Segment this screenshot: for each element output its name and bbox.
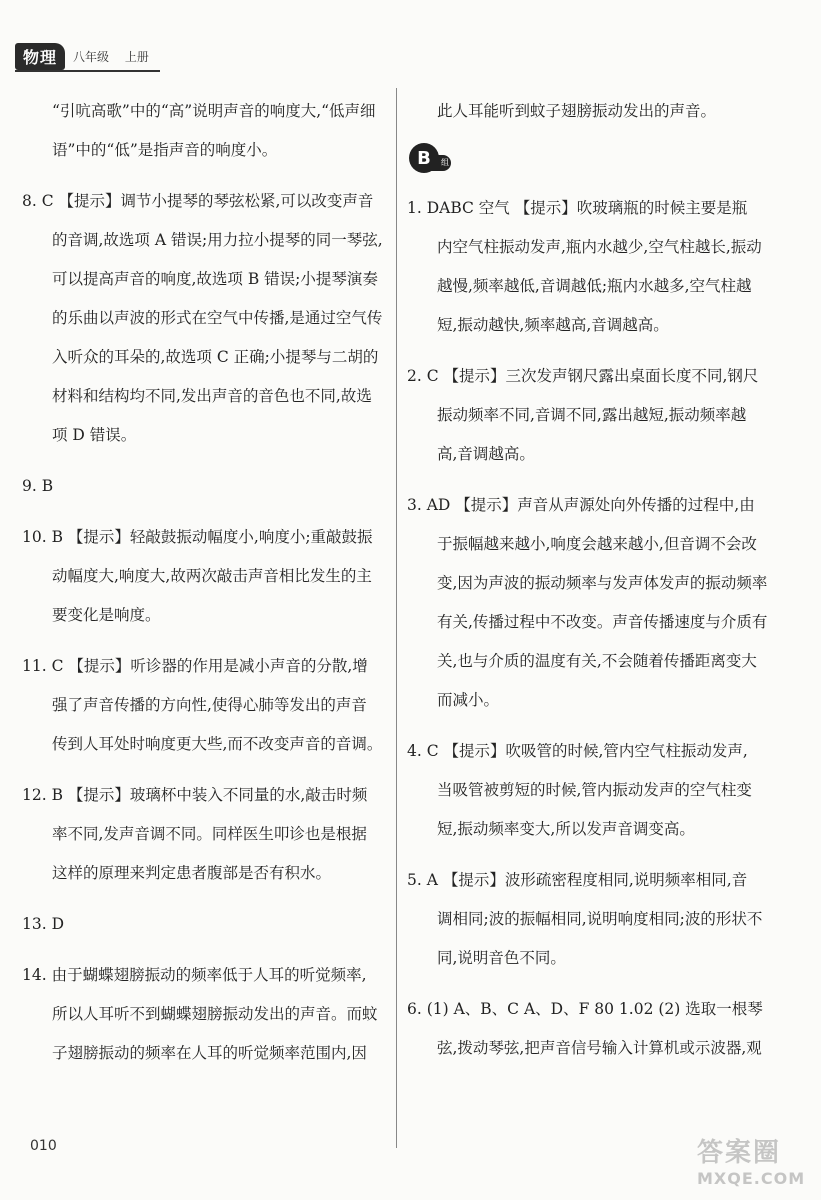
- answer-item: [22, 647, 387, 764]
- answer-line: 材料和结构均不同,发出声音的音色也不同,故选: [52, 387, 372, 405]
- answer-line: 13. D: [22, 915, 65, 933]
- answer-item: [22, 182, 387, 455]
- answer-line: 12. B 【提示】玻璃杯中装入不同量的水,敲击时频: [22, 786, 368, 804]
- group-suffix: 组: [431, 155, 451, 171]
- subject-label: 物理: [15, 43, 65, 70]
- answer-line: 可以提高声音的响度,故选项 B 错误;小提琴演奏: [52, 270, 378, 288]
- answer-item: [22, 905, 387, 944]
- answer-line: 越慢,频率越低,音调越低;瓶内水越多,空气柱越: [437, 277, 752, 295]
- left-column: [22, 92, 387, 1085]
- answer-line: 的音调,故选项 A 错误;用力拉小提琴的同一琴弦,: [52, 231, 383, 249]
- answer-item: [22, 467, 387, 506]
- answer-line: “引吭高歌”中的“高”说明声音的响度大,“低声细: [52, 102, 376, 120]
- answer-line: 传到人耳处时响度更大些,而不改变声音的音调。: [52, 735, 383, 753]
- answer-line: 此人耳能听到蚊子翅膀振动发出的声音。: [437, 102, 717, 120]
- answer-item: [407, 861, 782, 978]
- answer-line: 5. A 【提示】波形疏密程度相同,说明频率相同,音: [407, 871, 748, 889]
- answer-line: 调相同;波的振幅相同,说明响度相同;波的形状不: [437, 910, 763, 928]
- answer-item-continued: [407, 92, 782, 131]
- group-b-badge: [409, 143, 449, 175]
- answer-line: 14. 由于蝴蝶翅膀振动的频率低于人耳的听觉频率,: [22, 966, 367, 984]
- answer-line: 的乐曲以声波的形式在空气中传播,是通过空气传: [52, 309, 383, 327]
- answer-item: [407, 990, 782, 1068]
- answer-line: 高,音调越高。: [437, 445, 535, 463]
- answer-item: [22, 956, 387, 1073]
- answer-line: 项 D 错误。: [52, 426, 137, 444]
- answer-line: 于振幅越来越小,响度会越来越小,但音调不会改: [437, 535, 757, 553]
- answer-line: 2. C 【提示】三次发声钢尺露出桌面长度不同,钢尺: [407, 367, 759, 385]
- answer-line: 短,振动越快,频率越高,音调越高。: [437, 316, 669, 334]
- column-divider: [396, 88, 397, 1148]
- site-watermark: [697, 1132, 815, 1194]
- watermark-url: MXQE.COM: [697, 1169, 806, 1188]
- header-rule: [15, 70, 160, 72]
- volume-label: 上册: [124, 49, 149, 64]
- answer-line: 1. DABC 空气 【提示】吹玻璃瓶的时候主要是瓶: [407, 199, 748, 217]
- answer-item: [407, 189, 782, 345]
- watermark-logo: 答案圈: [697, 1138, 782, 1168]
- answer-item: [22, 518, 387, 635]
- group-b-answers: [407, 189, 782, 1068]
- answer-line: 11. C 【提示】听诊器的作用是减小声音的分散,增: [22, 657, 368, 675]
- page-number: 010: [30, 1138, 57, 1154]
- grade-volume-info: [73, 48, 161, 65]
- page-header: [15, 42, 161, 70]
- answer-line: 短,振动频率变大,所以发声音调变高。: [437, 820, 695, 838]
- answer-line: 入听众的耳朵的,故选项 C 正确;小提琴与二胡的: [52, 348, 379, 366]
- answer-line: 所以人耳听不到蝴蝶翅膀振动发出的声音。而蚊: [52, 1005, 378, 1023]
- answer-line: 变,因为声波的振动频率与发声体发声的振动频率: [437, 574, 768, 592]
- answer-line: 当吸管被剪短的时候,管内振动发声的空气柱变: [437, 781, 752, 799]
- answer-line: 6. (1) A、B、C A、D、F 80 1.02 (2) 选取一根琴: [407, 1000, 763, 1018]
- answer-line: 要变化是响度。: [52, 606, 161, 624]
- answer-line: 语”中的“低”是指声音的响度小。: [52, 141, 278, 159]
- answer-line: 而减小。: [437, 691, 500, 709]
- answer-line: 有关,传播过程中不改变。声音传播速度与介质有: [437, 613, 768, 631]
- answer-line: 8. C 【提示】调节小提琴的琴弦松紧,可以改变声音: [22, 192, 374, 210]
- answer-line: 关,也与介质的温度有关,不会随着传播距离变大: [437, 652, 757, 670]
- right-column: [407, 92, 782, 1080]
- answer-line: 9. B: [22, 477, 54, 495]
- answer-line: 率不同,发声音调不同。同样医生叩诊也是根据: [52, 825, 367, 843]
- answer-line: 内空气柱振动发声,瓶内水越少,空气柱越长,振动: [437, 238, 762, 256]
- answer-line: 动幅度大,响度大,故两次敲击声音相比发生的主: [52, 567, 372, 585]
- answer-line: 同,说明音色不同。: [437, 949, 566, 967]
- answer-item: [407, 732, 782, 849]
- answer-item: [407, 357, 782, 474]
- answer-item: [407, 486, 782, 720]
- group-letter: B: [409, 143, 439, 173]
- answer-item: [22, 92, 387, 170]
- answer-line: 强了声音传播的方向性,使得心肺等发出的声音: [52, 696, 367, 714]
- answer-line: 振动频率不同,音调不同,露出越短,振动频率越: [437, 406, 747, 424]
- answer-line: 弦,拨动琴弦,把声音信号输入计算机或示波器,观: [437, 1039, 762, 1057]
- grade-label: 八年级: [73, 49, 110, 64]
- answer-line: 10. B 【提示】轻敲鼓振动幅度小,响度小;重敲鼓振: [22, 528, 373, 546]
- answer-item: [22, 776, 387, 893]
- answer-line: 子翅膀振动的频率在人耳的听觉频率范围内,因: [52, 1044, 367, 1062]
- answer-line: 3. AD 【提示】声音从声源处向外传播的过程中,由: [407, 496, 755, 514]
- answer-line: 这样的原理来判定患者腹部是否有积水。: [52, 864, 332, 882]
- answer-line: 4. C 【提示】吹吸管的时候,管内空气柱振动发声,: [407, 742, 748, 760]
